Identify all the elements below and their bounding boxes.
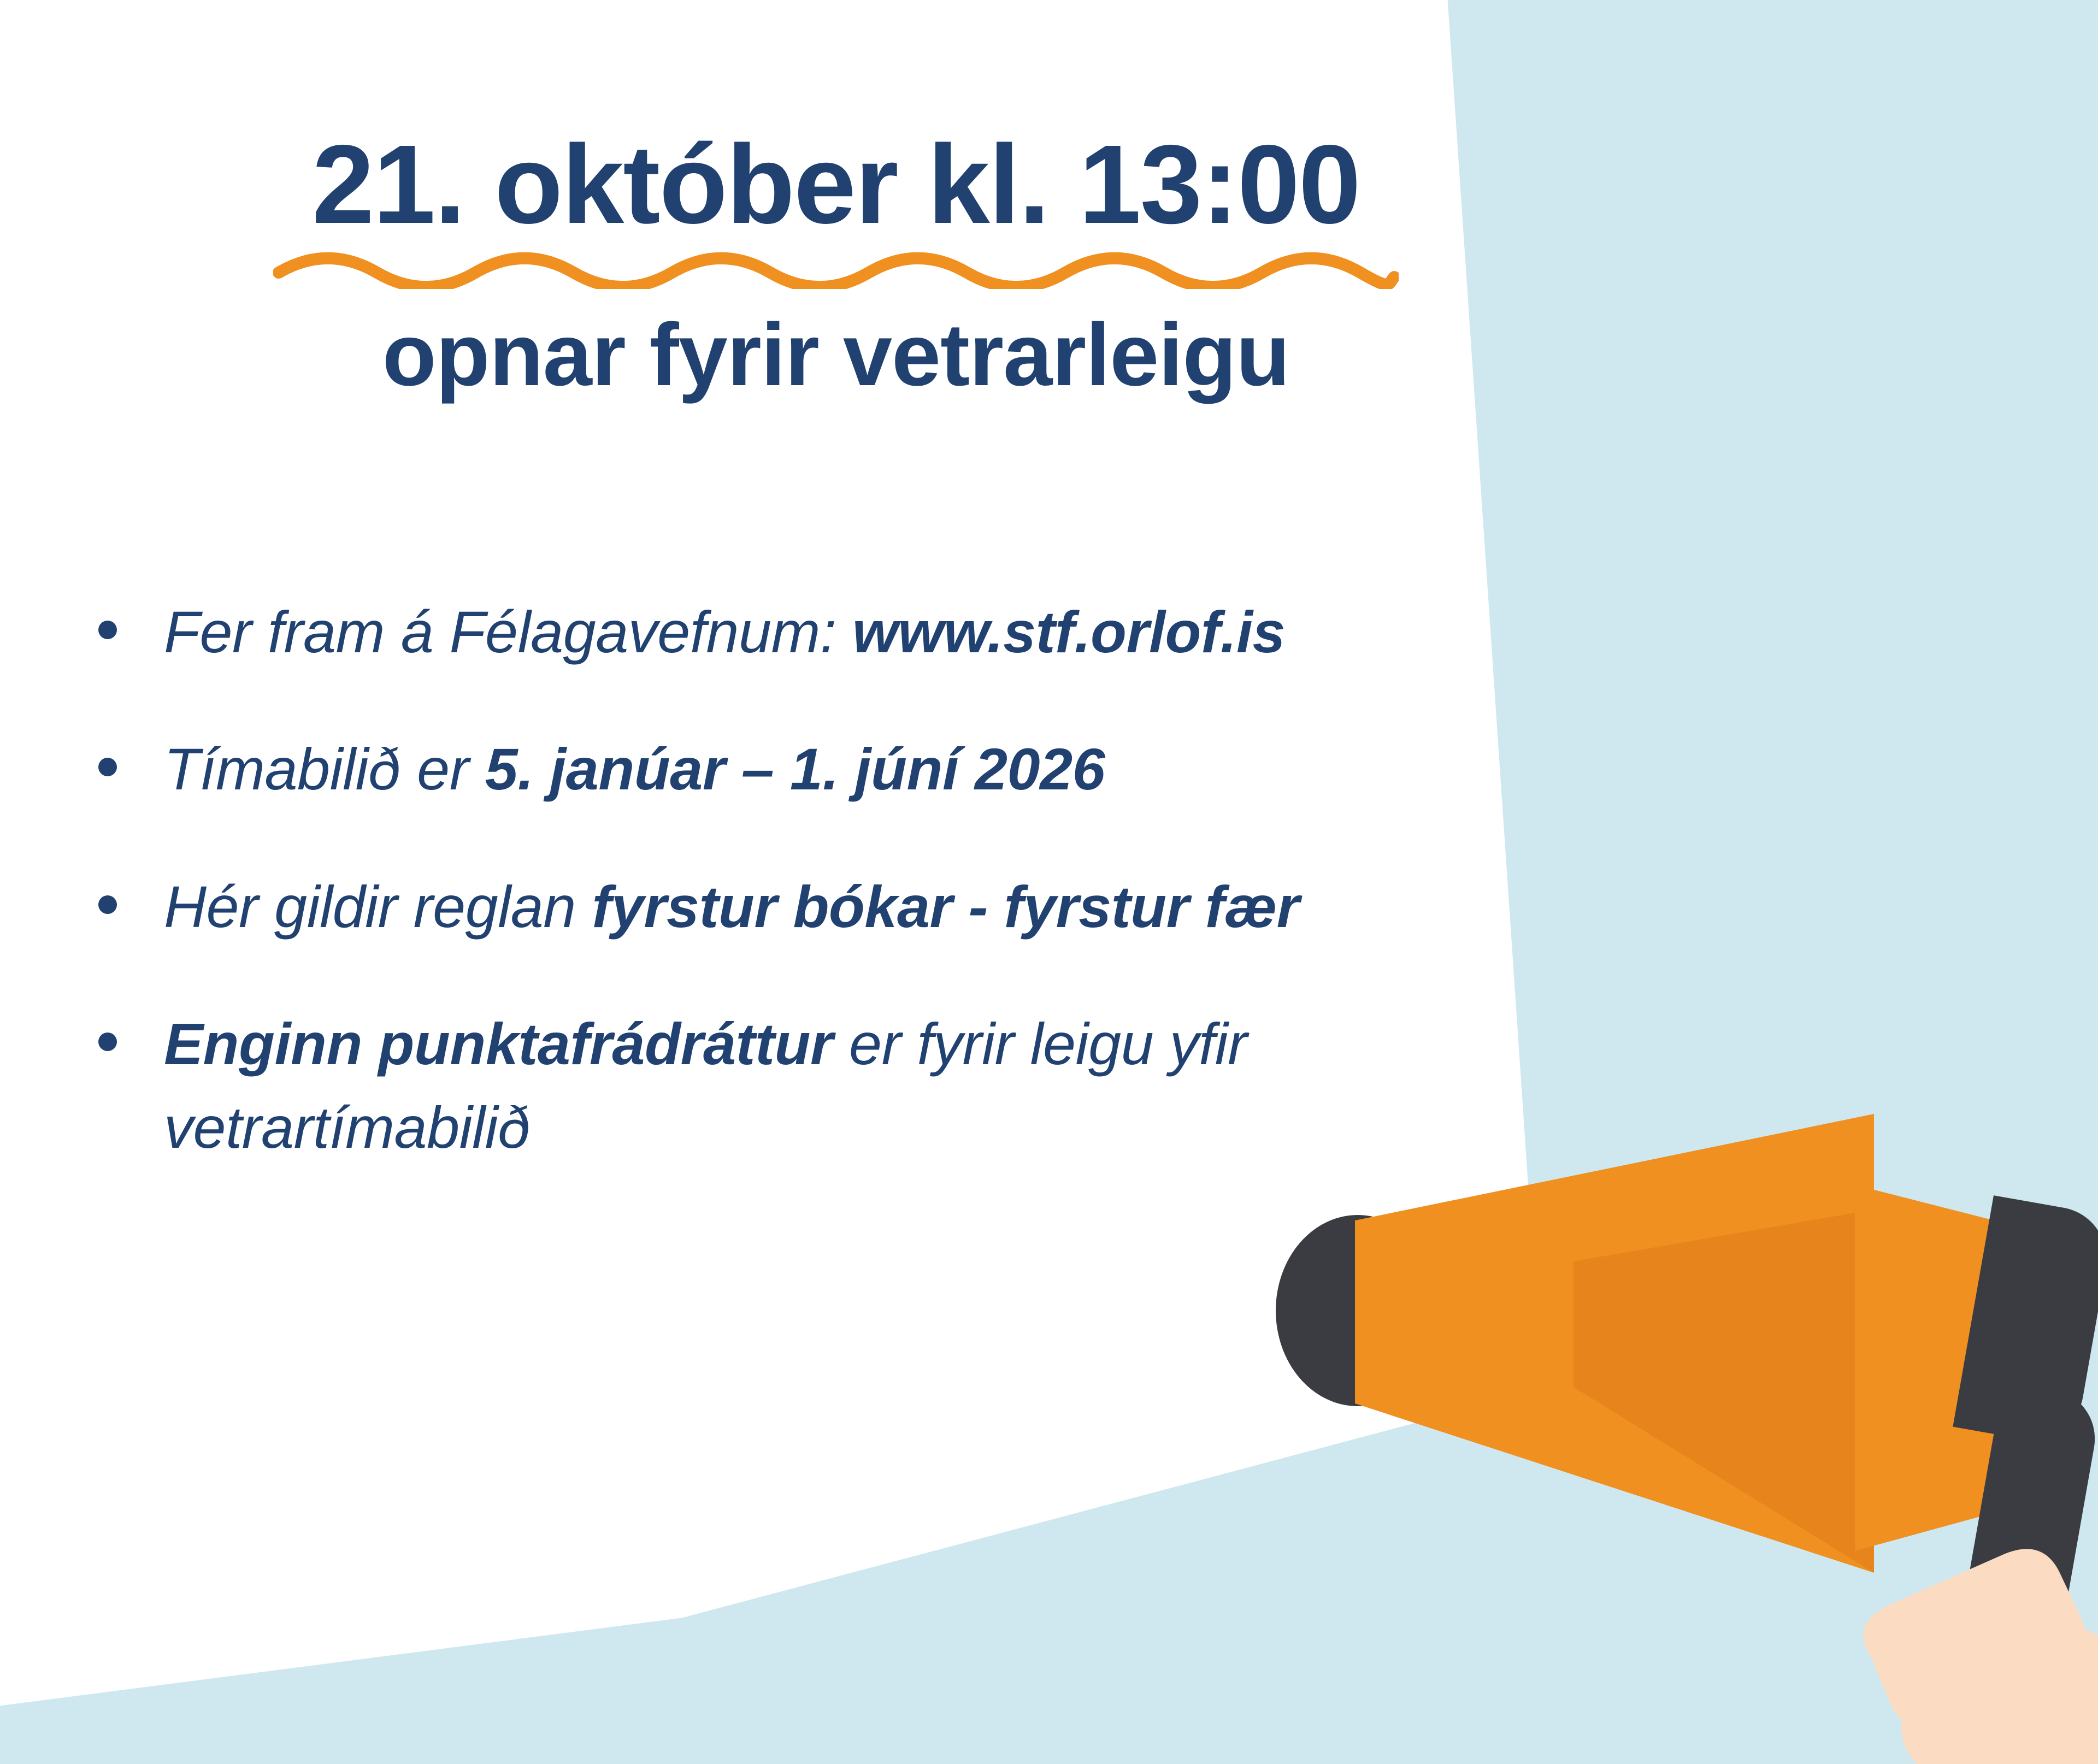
list-item-text: Tímabilið er 5. janúar – 1. júní 2026 bbox=[164, 736, 1105, 803]
list-item bbox=[82, 727, 1557, 811]
list-item-text: Enginn punktafrádráttur er fyrir leigu yfir vetrartímabilið bbox=[164, 1011, 1247, 1161]
wavy-underline-icon bbox=[273, 251, 1399, 289]
page-title: 21. október kl. 13:00 bbox=[312, 122, 1360, 247]
list-item-text: Hér gildir reglan fyrstur bókar - fyrstur fær bbox=[164, 873, 1300, 940]
bullet-dot-icon bbox=[98, 895, 117, 914]
bullet-dot-icon bbox=[98, 621, 117, 639]
list-item bbox=[82, 865, 1557, 948]
list-item bbox=[82, 590, 1557, 674]
list-item-text: Fer fram á Félagavefnum: www.stf.orlof.is bbox=[164, 599, 1286, 665]
headline-block bbox=[235, 122, 1437, 405]
bullet-dot-icon bbox=[98, 758, 117, 776]
megaphone-icon bbox=[1191, 1081, 2098, 1764]
bullet-dot-icon bbox=[98, 1033, 117, 1051]
page-subtitle: opnar fyrir vetrarleigu bbox=[382, 305, 1290, 405]
